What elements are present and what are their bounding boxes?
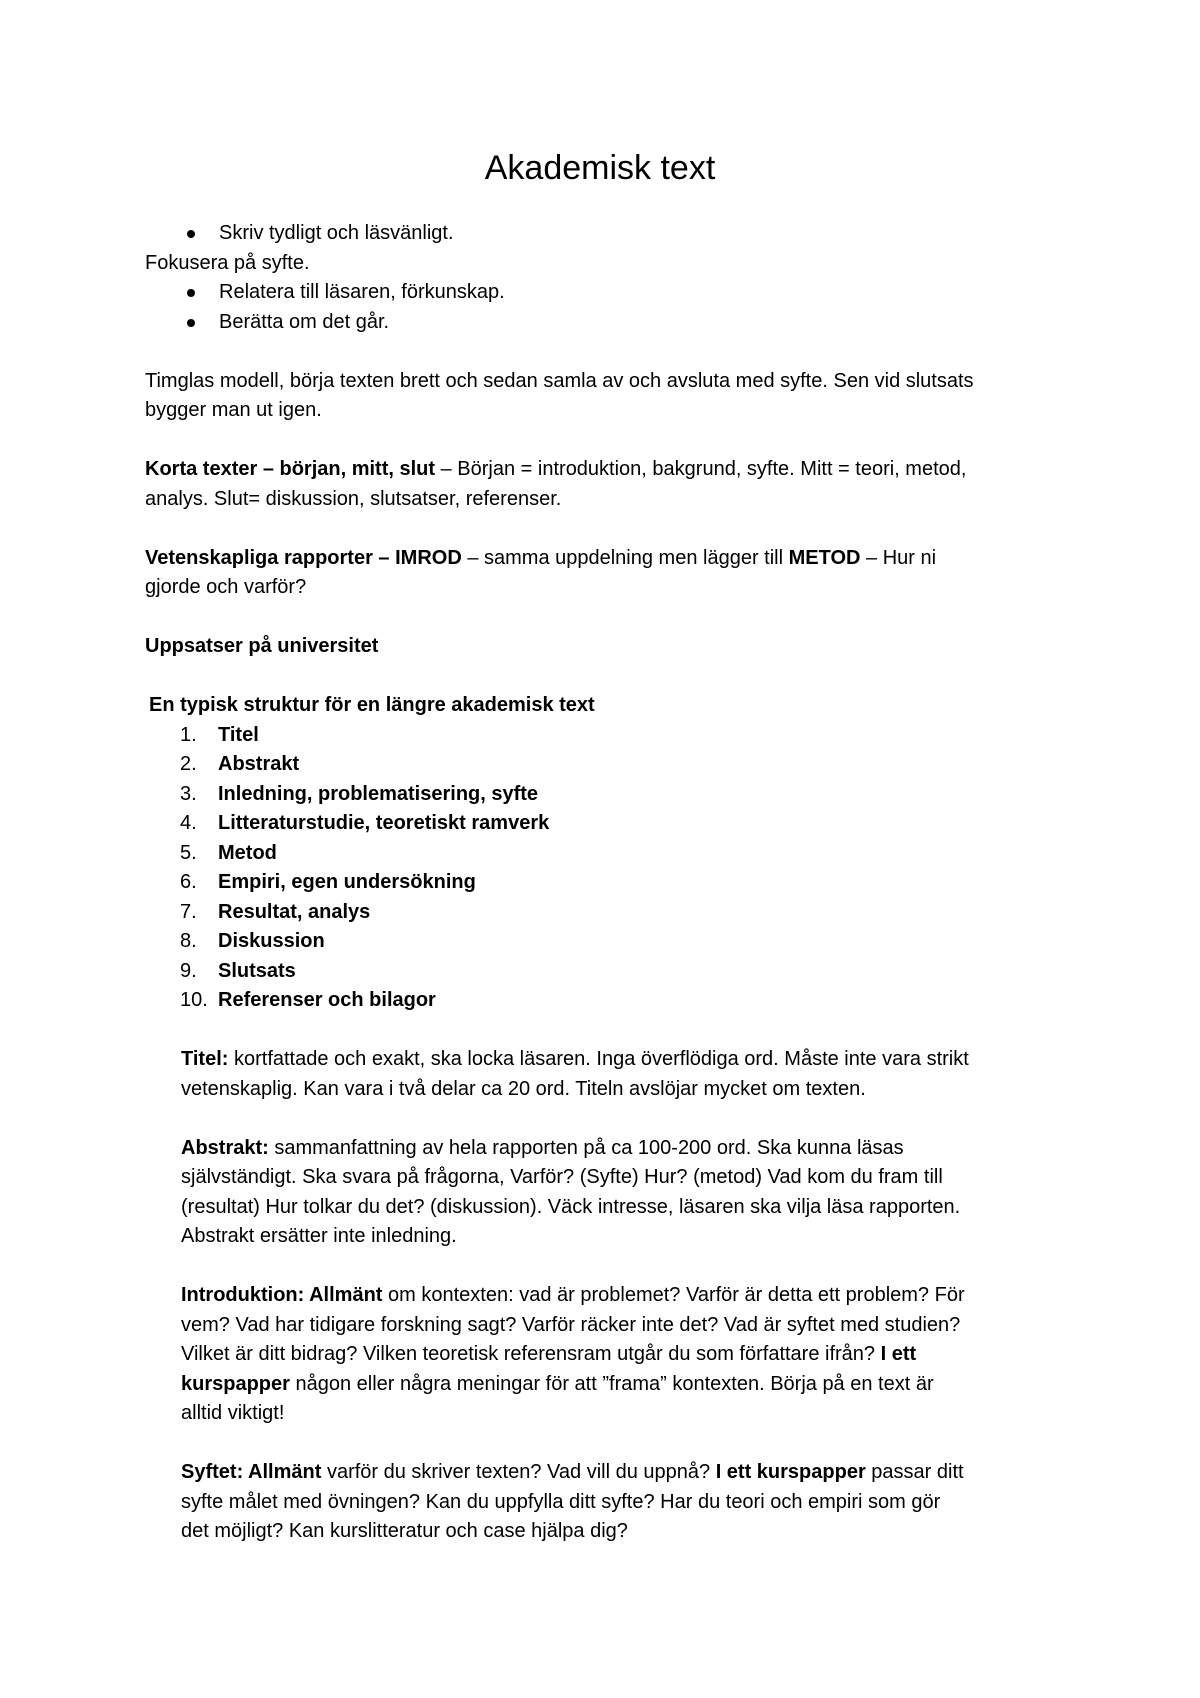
structure-heading: En typisk struktur för en längre akademisk text xyxy=(149,694,595,716)
vetenskapliga-line-2: gjorde och varför? xyxy=(145,576,307,598)
bullet-dot-icon xyxy=(187,289,195,297)
list-item: 1. Titel xyxy=(180,723,259,746)
document-body xyxy=(145,219,1075,1547)
bullet-item: Relatera till läsaren, förkunskap. xyxy=(145,278,1075,308)
list-item: 10. Referenser och bilagor xyxy=(180,989,436,1011)
titel-paragraph: Titel: kortfattade och exakt, ska locka läsaren. Inga överflödiga ord. Måste inte vara strikt vetenskaplig. Kan vara i två delar ca 20 ord. Titeln avslöjar mycket om texten. xyxy=(181,1048,969,1100)
bullet-item: Skriv tydligt och läsvänligt. xyxy=(145,219,1075,249)
timglas-line-2: bygger man ut igen. xyxy=(145,399,322,421)
list-item: 8. Diskussion xyxy=(180,930,325,952)
list-item: 3. Inledning, problematisering, syfte xyxy=(180,782,539,805)
korta-line-1: Korta texter – början, mitt, slut – Början = introduktion, bakgrund, syfte. Mitt = teori, metod, xyxy=(145,458,967,480)
bullet-dot-icon xyxy=(187,319,195,327)
list-item: 9. Slutsats xyxy=(180,959,296,982)
uppsatser-heading: Uppsatser på universitet xyxy=(145,635,379,657)
list-item: 4. Litteraturstudie, teoretiskt ramverk xyxy=(180,812,550,834)
list-item: 5. Metod xyxy=(180,841,277,864)
vetenskapliga-line-1: Vetenskapliga rapporter – IMROD – samma uppdelning men lägger till METOD – Hur ni xyxy=(145,546,937,569)
syfte-paragraph: Syftet: Allmänt varför du skriver texten? Vad vill du uppnå? I ett kurspapper passar ditt syfte målet med övningen? Kan du uppfylla ditt syfte? Har du teori och empiri som gör det möjligt? Kan kurslitteratur och case hjälpa dig? xyxy=(181,1461,964,1542)
focus-line: Fokusera på syfte. xyxy=(145,251,310,274)
list-item: 6. Empiri, egen undersökning xyxy=(180,871,476,893)
list-item: 7. Resultat, analys xyxy=(180,900,371,923)
bullet-item: Berätta om det går. xyxy=(145,308,1075,338)
document-title: Akademisk text xyxy=(484,149,716,187)
list-item: 2. Abstrakt xyxy=(180,753,300,775)
introduktion-paragraph: Introduktion: Allmänt om kontexten: vad är problemet? Varför är detta ett problem? För vem? Vad har tidigare forskning sagt? Varför räcker inte det? Vad är syftet med studien? Vilket är ditt bidrag? Vilken teoretisk referensram utgår du som författare ifrån? I ett kurspapper någon eller några meningar för att ”frama” kontexten. Börja på en text är alltid viktigt! xyxy=(181,1284,965,1424)
korta-line-2: analys. Slut= diskussion, slutsatser, referenser. xyxy=(145,487,562,510)
bullet-dot-icon xyxy=(187,230,195,238)
timglas-line-1: Timglas modell, börja texten brett och sedan samla av och avsluta med syfte. Sen vid slutsats xyxy=(145,369,974,392)
abstrakt-paragraph: Abstrakt: sammanfattning av hela rapporten på ca 100-200 ord. Ska kunna läsas självständigt. Ska svara på frågorna, Varför? (Syfte) Hur? (metod) Vad kom du fram till (resultat) Hur tolkar du det? (diskussion). Väck intresse, läsaren ska vilja läsa rapporten. Abstrakt ersätter inte inledning. xyxy=(181,1136,961,1247)
